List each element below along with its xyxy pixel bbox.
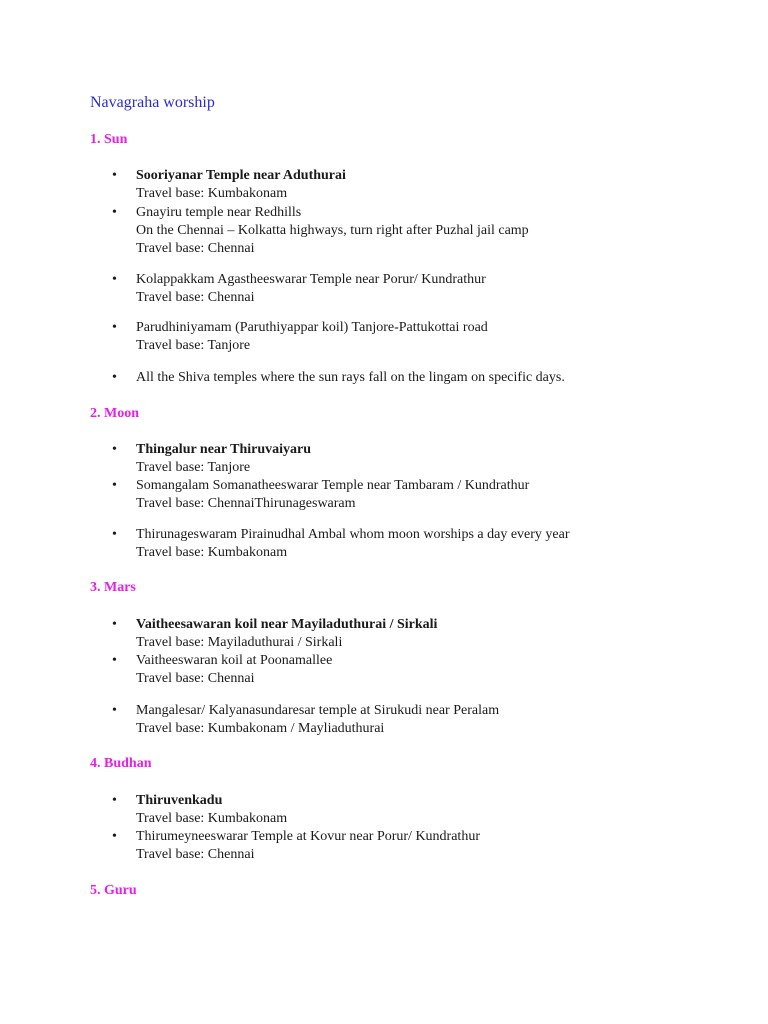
bullet-icon: • [112, 272, 117, 287]
travel-base: Travel base: Chennai [136, 241, 255, 256]
temple-name: Vaitheesawaran koil near Mayiladuthurai / Sirkali [136, 617, 438, 632]
travel-base: Travel base: Chennai [136, 671, 255, 686]
section-heading-budhan: 4. Budhan [90, 756, 152, 771]
bullet-icon: • [112, 829, 117, 844]
bullet-icon: • [112, 168, 117, 183]
bullet-icon: • [112, 370, 117, 385]
travel-base: Travel base: Chennai [136, 847, 255, 862]
list-item [112, 792, 732, 828]
travel-base: Travel base: Chennai [136, 290, 255, 305]
travel-base: Travel base: Mayiladuthurai / Sirkali [136, 635, 343, 650]
page-title: Navagraha worship [90, 94, 215, 111]
list-item [112, 652, 732, 688]
list-item [112, 702, 732, 738]
travel-base: Travel base: Kumbakonam [136, 811, 288, 826]
temple-name: Gnayiru temple near Redhills [136, 205, 302, 220]
temple-name: Thiruvenkadu [136, 793, 223, 808]
bullet-icon: • [112, 478, 117, 493]
temple-name: Parudhiniyamam (Paruthiyappar koil) Tanjore-Pattukottai road [136, 320, 488, 335]
list-item [112, 369, 732, 387]
bullet-icon: • [112, 617, 117, 632]
travel-base: Travel base: Tanjore [136, 460, 251, 475]
bullet-icon: • [112, 442, 117, 457]
list-item [112, 477, 732, 513]
temple-name: Mangalesar/ Kalyanasundaresar temple at Sirukudi near Peralam [136, 703, 500, 718]
temple-name: Somangalam Somanatheeswarar Temple near Tambaram / Kundrathur [136, 478, 530, 493]
section-heading-mars: 3. Mars [90, 580, 136, 595]
list-item [112, 441, 732, 477]
list-item [112, 271, 732, 307]
bullet-icon: • [112, 205, 117, 220]
section-heading-guru: 5. Guru [90, 883, 137, 898]
bullet-icon: • [112, 703, 117, 718]
bullet-icon: • [112, 653, 117, 668]
travel-base: Travel base: ChennaiThirunageswaram [136, 496, 356, 511]
temple-name: Kolappakkam Agastheeswarar Temple near Porur/ Kundrathur [136, 272, 486, 287]
list-item [112, 319, 732, 355]
bullet-icon: • [112, 527, 117, 542]
travel-base: Travel base: Kumbakonam [136, 545, 288, 560]
temple-name: Vaitheeswaran koil at Poonamallee [136, 653, 333, 668]
travel-base: Travel base: Kumbakonam / Mayliaduthurai [136, 721, 385, 736]
bullet-icon: • [112, 320, 117, 335]
directions: On the Chennai – Kolkatta highways, turn right after Puzhal jail camp [136, 223, 529, 238]
temple-name: Thirumeyneeswarar Temple at Kovur near Porur/ Kundrathur [136, 829, 480, 844]
list-item [112, 828, 732, 864]
list-item [112, 204, 732, 258]
travel-base: Travel base: Tanjore [136, 338, 251, 353]
travel-base: Travel base: Kumbakonam [136, 186, 288, 201]
list-item [112, 526, 732, 562]
temple-name: Thingalur near Thiruvaiyaru [136, 442, 312, 457]
bullet-icon: • [112, 793, 117, 808]
list-item [112, 616, 732, 652]
section-heading-sun: 1. Sun [90, 132, 128, 147]
section-heading-moon: 2. Moon [90, 406, 139, 421]
list-item [112, 167, 732, 203]
temple-name: Thirunageswaram Pirainudhal Ambal whom moon worships a day every year [136, 527, 570, 542]
temple-name: Sooriyanar Temple near Aduthurai [136, 168, 346, 183]
temple-name: All the Shiva temples where the sun rays fall on the lingam on specific days. [136, 370, 565, 385]
